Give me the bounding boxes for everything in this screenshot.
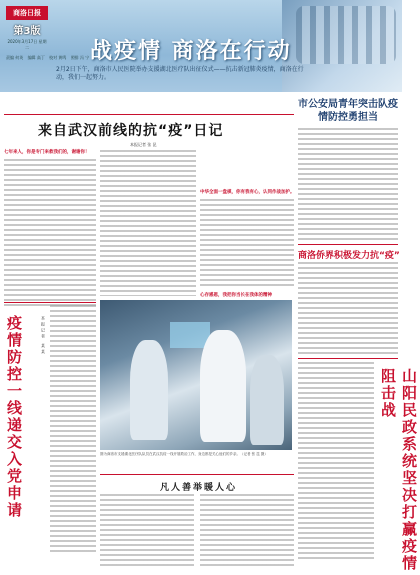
- section-divider: [100, 474, 294, 475]
- bottom-feature-title: 凡人善举暖人心: [160, 483, 238, 493]
- body-text: [200, 199, 294, 289]
- body-text: [4, 159, 96, 309]
- photo-medic: [250, 355, 284, 445]
- section-divider: [298, 358, 398, 359]
- editor-credit: 校对 黄鸣: [49, 55, 67, 60]
- left-feature-byline: 本报记者 某某: [41, 316, 46, 356]
- article-column: [298, 128, 398, 242]
- article-subhead: 心存感恩，我把你当长在我体的精神: [200, 293, 272, 298]
- article-column: [100, 150, 196, 296]
- right-feature-title-vertical: 山阳民政系统坚决打赢疫情阻击战: [379, 368, 418, 572]
- editor-credit: 编辑 高丁: [27, 55, 45, 60]
- page-header: [0, 0, 402, 92]
- photo-caption: 图为商洛市支援湖北医疗队队员在武汉抗疫一线开展救治工作，身边都是关心他们的乡亲。（记者 张 昆 摄）: [100, 452, 268, 456]
- article-column: [200, 494, 294, 566]
- main-article-title: 来自武汉前线的抗“疫”日记: [38, 123, 224, 139]
- editor-credit: 责编 何英: [6, 55, 24, 60]
- section-divider: [4, 302, 96, 303]
- page-title: 战疫情 商洛在行动: [90, 39, 292, 64]
- right-feature-title: 商洛侨界积极发力抗“疫”: [298, 251, 400, 261]
- article-column: [298, 362, 374, 562]
- body-text: [200, 494, 294, 566]
- body-text: [298, 262, 398, 354]
- right-feature-title: 市公安局青年突击队疫情防控勇担当: [298, 99, 398, 123]
- news-photo: [100, 300, 292, 450]
- left-feature-title: 疫情防控一线递交入党申请: [5, 315, 23, 519]
- issue-date: 2020年3月17日 星期二: [7, 39, 47, 50]
- page-intro: 2月2日下午，商洛市人民医院举办支援湖北医疗队出征仪式——抗击新冠肺炎疫情，商洛在行动，我们一起努力。: [56, 66, 304, 81]
- page-number: 第3版: [13, 26, 41, 37]
- body-text: [298, 128, 398, 242]
- masthead: [6, 6, 48, 52]
- photo-medic: [130, 340, 168, 440]
- section-divider: [298, 244, 398, 245]
- newspaper-logo: 商洛日报: [6, 6, 48, 20]
- article-column: [200, 150, 294, 296]
- section-divider: [4, 114, 294, 115]
- body-text: [100, 494, 194, 566]
- photo-medic: [200, 330, 246, 442]
- header-photo-people: [296, 6, 396, 64]
- body-text: [50, 305, 96, 555]
- article-column: [100, 494, 194, 566]
- article-column: [4, 150, 96, 300]
- body-text: [100, 150, 196, 296]
- main-article-byline: 本报记者 张 昆: [130, 142, 157, 147]
- editor-credit: 照排 冯 宁: [70, 55, 90, 60]
- body-text: [298, 362, 374, 562]
- article-column: [298, 262, 398, 354]
- editor-credits: [6, 55, 116, 63]
- article-column: [50, 305, 96, 555]
- article-subhead: 中华全面一盘棋，你有我有心，认同作战加护。: [200, 190, 295, 195]
- article-subhead: 七年来人，你是专门来救我们的，谢谢你！: [4, 150, 90, 155]
